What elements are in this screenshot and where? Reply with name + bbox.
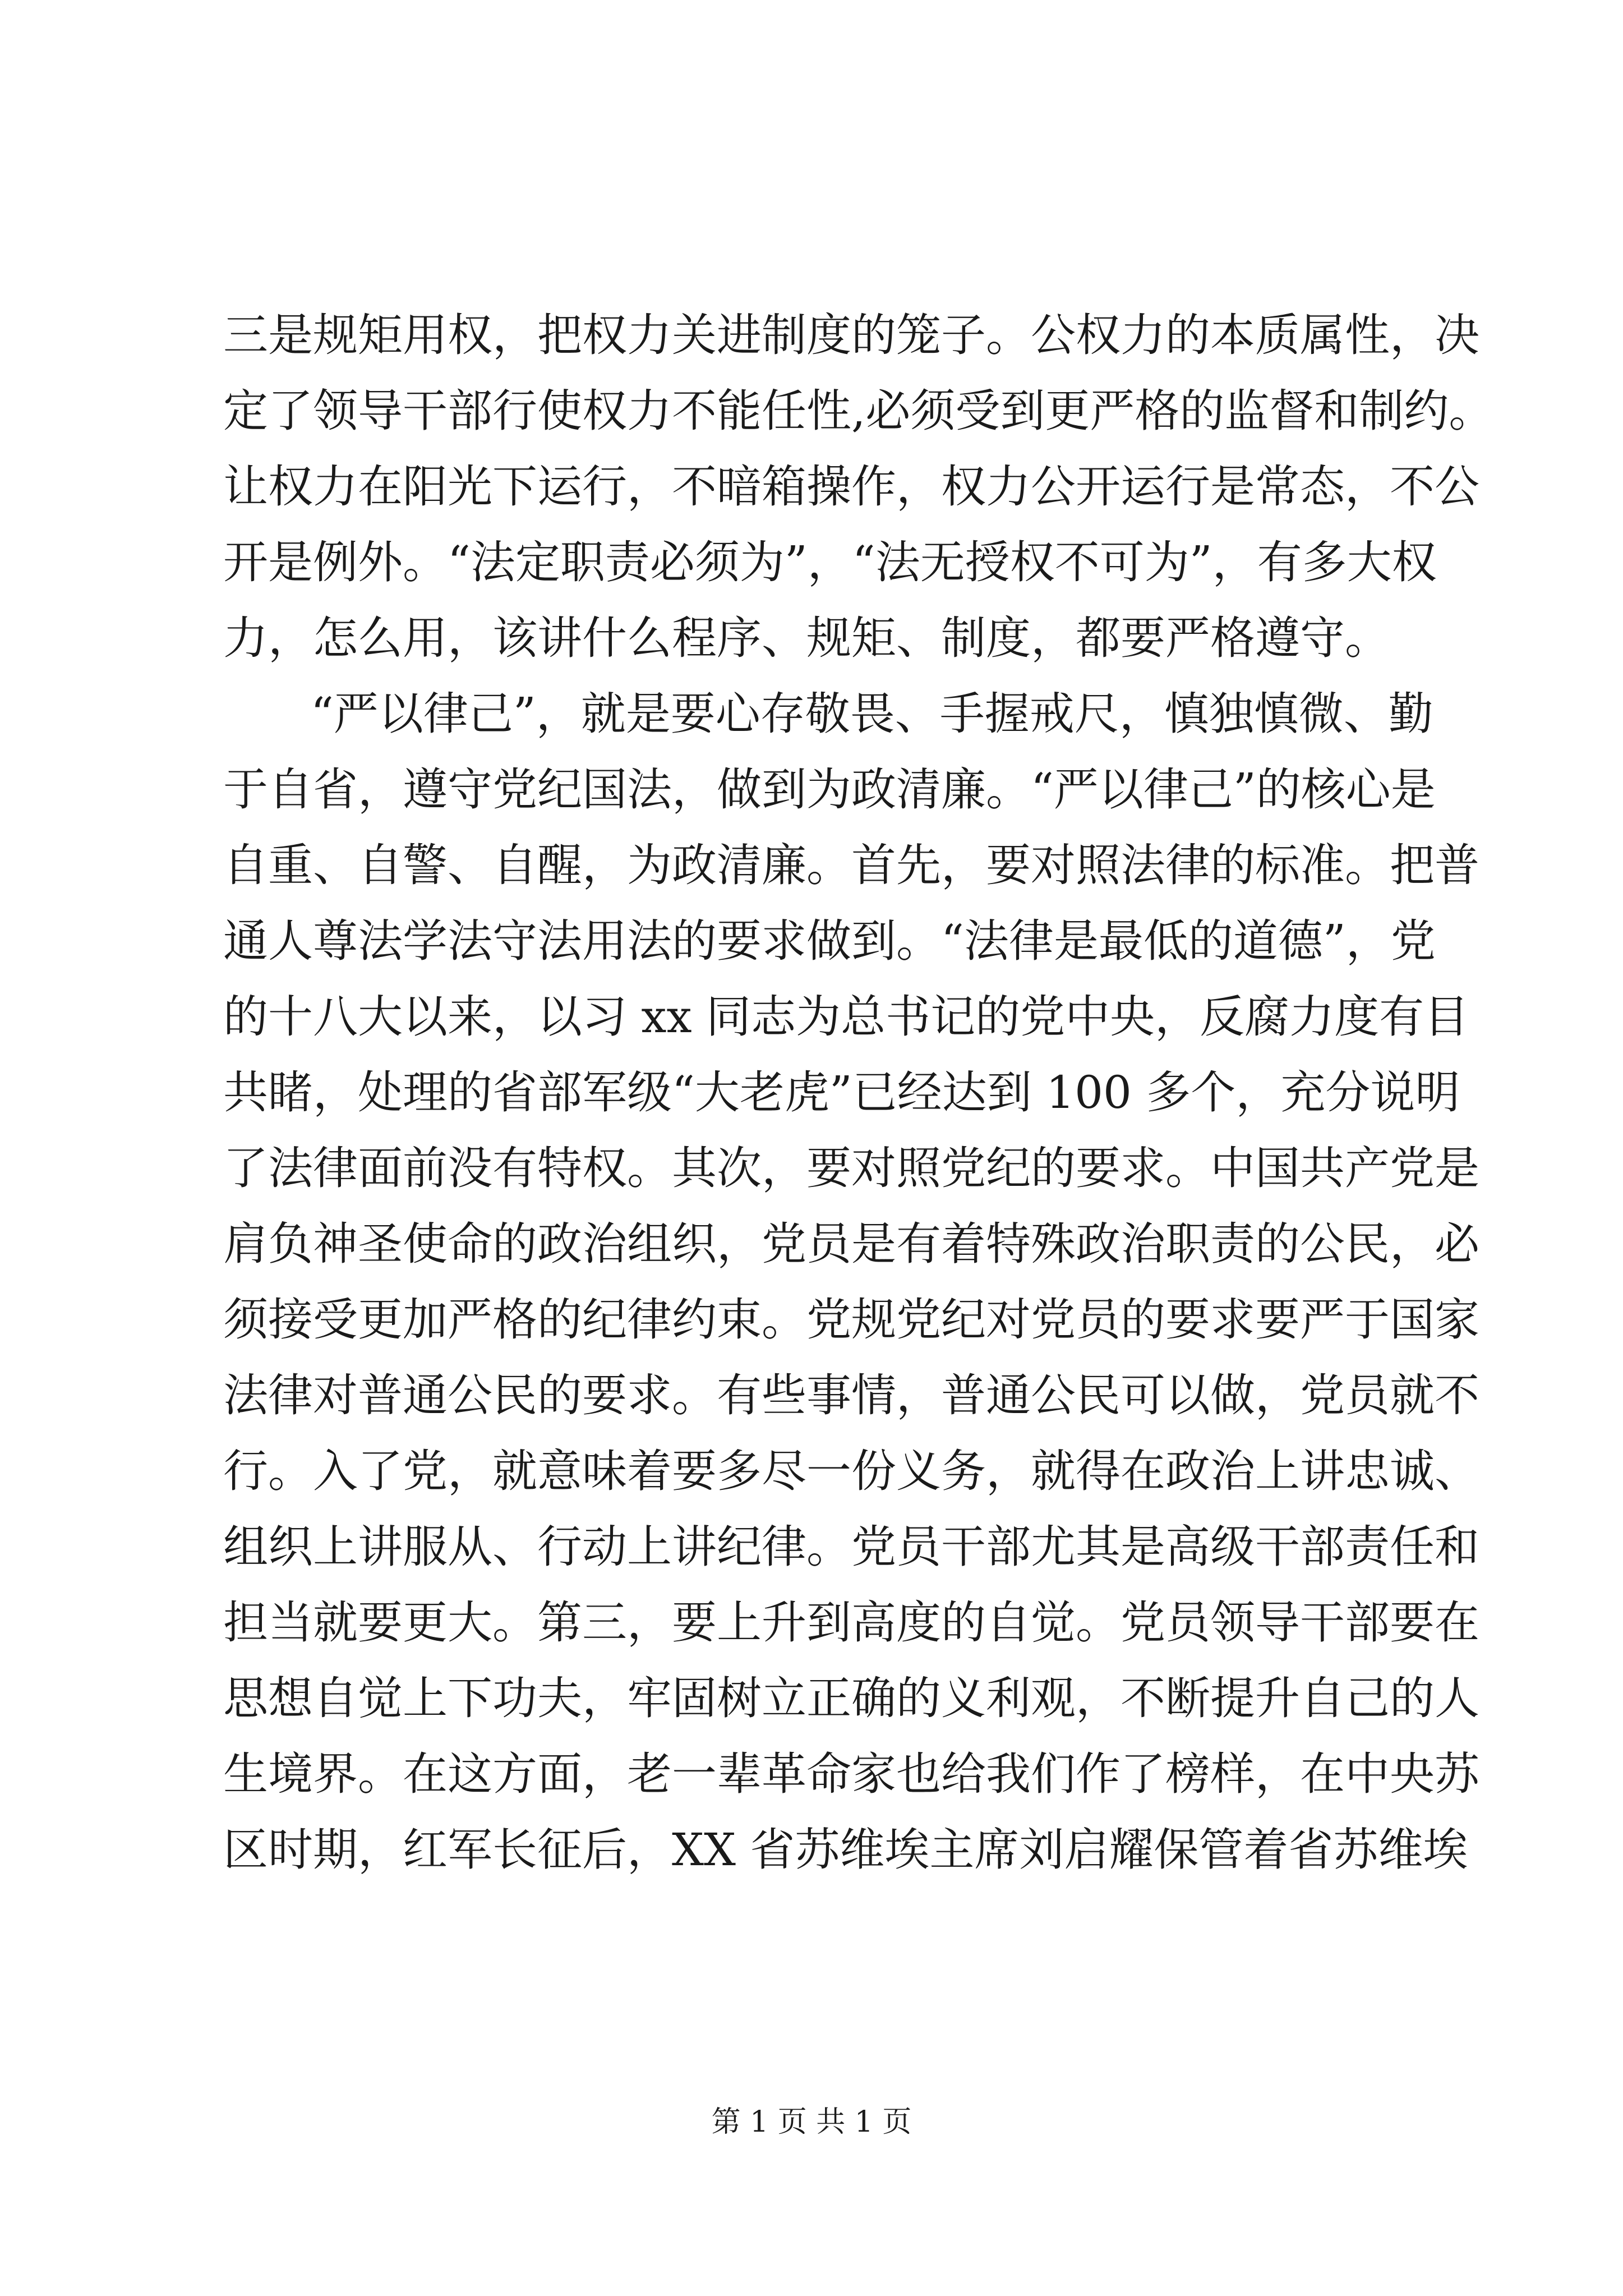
text-line: 区时期，红军长征后，XX 省苏维埃主席刘启耀保管着省苏维埃 <box>223 1824 1468 1876</box>
text-line: 肩负神圣使命的政治组织，党员是有着特殊政治职责的公民，必 <box>223 1218 1479 1270</box>
text-line: 开是例外。“法定职责必须为”，“法无授权不可为”，有多大权 <box>223 536 1437 588</box>
text-line: 让权力在阳光下运行，不暗箱操作，权力公开运行是常态，不公 <box>223 461 1479 513</box>
text-line: 力，怎么用，该讲什么程序、规矩、制度，都要严格遵守。 <box>223 612 1390 664</box>
text-line: 定了领导干部行使权力不能任性,必须受到更严格的监督和制约。 <box>223 385 1494 437</box>
text-line: 组织上讲服从、行动上讲纪律。党员干部尤其是高级干部责任和 <box>223 1521 1479 1573</box>
text-line: 于自省，遵守党纪国法，做到为政清廉。“严以律己”的核心是 <box>223 763 1436 816</box>
text-line: 三是规矩用权，把权力关进制度的笼子。公权力的本质属性，决 <box>223 309 1479 361</box>
text-line: 了法律面前没有特权。其次，要对照党纪的要求。中国共产党是 <box>223 1142 1479 1194</box>
text-line: 思想自觉上下功夫，牢固树立正确的义利观，不断提升自己的人 <box>223 1672 1479 1724</box>
text-line: 须接受更加严格的纪律约束。党规党纪对党员的要求要严于国家 <box>223 1294 1479 1346</box>
text-line: 行。入了党，就意味着要多尽一份义务，就得在政治上讲忠诚、 <box>223 1445 1479 1497</box>
text-line: 担当就要更大。第三，要上升到高度的自觉。党员领导干部要在 <box>223 1596 1479 1649</box>
text-line: 共睹，处理的省部军级“大老虎”已经达到 100 多个，充分说明 <box>223 1066 1460 1119</box>
text-line: 法律对普通公民的要求。有些事情，普通公民可以做，党员就不 <box>223 1369 1479 1421</box>
text-line: 自重、自警、自醒，为政清廉。首先，要对照法律的标准。把普 <box>223 839 1479 891</box>
text-line: 的十八大以来，以习 xx 同志为总书记的党中央，反腐力度有目 <box>223 991 1469 1043</box>
text-line: 生境界。在这方面，老一辈革命家也给我们作了榜样，在中央苏 <box>223 1748 1479 1800</box>
text-line: 通人尊法学法守法用法的要求做到。“法律是最低的道德”，党 <box>223 915 1436 967</box>
page-number-footer: 第 1 页 共 1 页 <box>711 2105 912 2139</box>
paragraph-first-line: “严以律己”，就是要心存敬畏、手握戒尺，慎独慎微、勤 <box>311 688 1433 740</box>
